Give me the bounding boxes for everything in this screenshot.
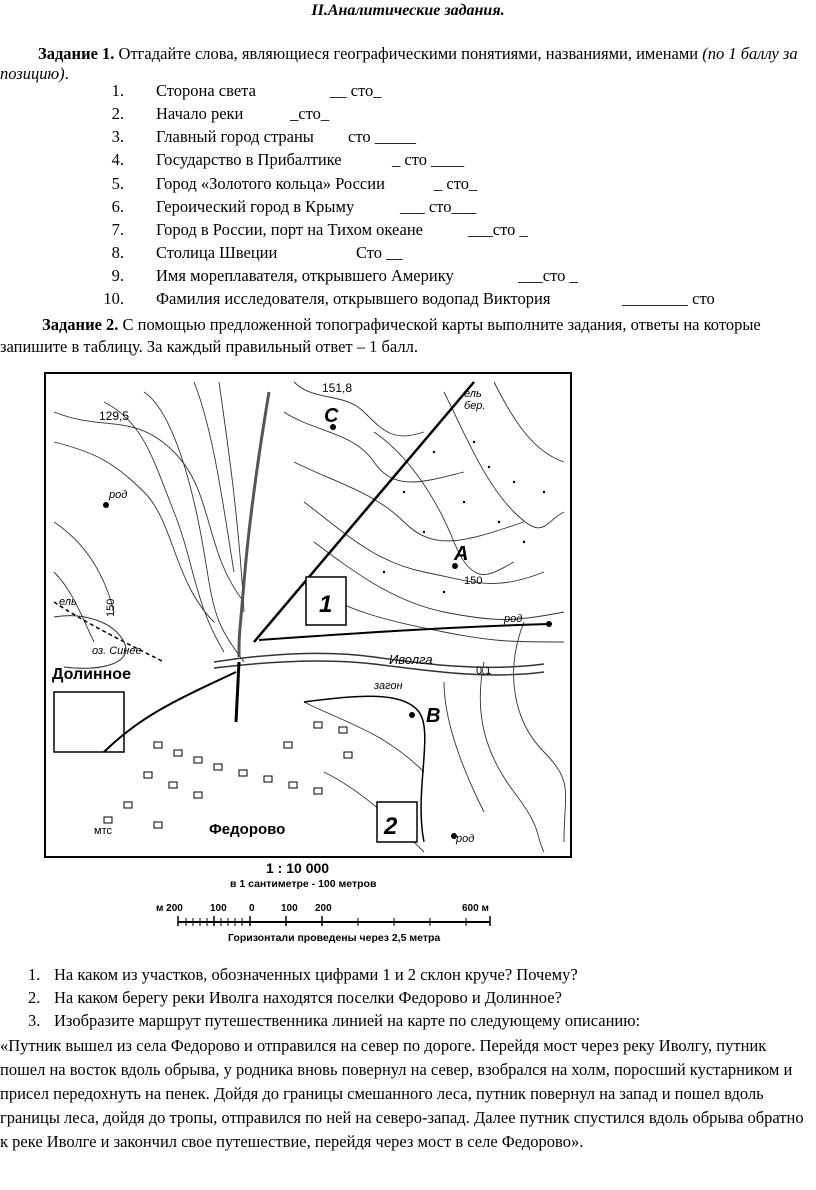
map-label: 0,1 [476,665,492,677]
scale-ratio: 1 : 10 000 [266,860,330,876]
task1-note: (по 1 баллу за позицию) [0,44,798,83]
list-item-pattern: ________ сто [622,289,715,308]
task1-intro [0,44,816,84]
map-label: В [426,705,441,727]
scale-tick: 100 [281,903,298,914]
scale-tick: 600 м [462,903,489,914]
map-label: ель [464,388,482,400]
map-label: 2 [384,813,398,840]
list-item-text: Город «Золотого кольца» России [156,174,385,193]
task1-label: Задание 1. [38,44,115,63]
scale-tick: м 200 [156,903,183,914]
list-item-text: Государство в Прибалтике [156,150,342,169]
question-text: Изобразите маршрут путешественника линией на карте по следующему описанию: [54,1011,641,1030]
scale-bar [176,914,492,928]
question-text: На каком из участков, обозначенных цифрами 1 и 2 склон круче? Почему? [54,965,578,984]
map-label: ель [59,596,77,608]
map-svg [44,372,572,858]
list-item-text: Начало реки [156,104,244,123]
map-label: род [109,489,128,501]
list-item-num: 10. [103,289,124,308]
map-label: бер. [464,400,486,412]
list-item-pattern: ___сто _ [468,220,528,239]
scale-contours: Горизонтали проведены через 2,5 метра [228,932,441,944]
list-item-pattern: _сто_ [290,104,330,123]
map-label: 151,8 [322,381,353,395]
route-description: «Путник вышел из села Федорово и отправился на север по дороге. Перейдя мост через реку Иволгу, путник пошел на восток вдоль обрыва, у родника вновь повернул на север, взобрался на холм, поросший кустарником и присел передохнуть на пенек. Дойдя до границы смешанного леса, путник повернул на запад и пошел вдоль границы леса, дойдя до тропы, отправился по ней на северо-запад. Далее путник спустился вдоль обрыва обратно к реке Иволге и закончил свое путешествие, перейдя через мост в селе Федорово». [0,1036,804,1151]
map-label: 150 [105,598,117,617]
task2-intro [0,314,816,358]
list-item-text: Героический город в Крыму [156,197,355,216]
map-label: Федорово [209,821,286,838]
map-label: мтс [94,825,112,837]
map-label: род [456,833,475,845]
list-item-num: 4. [111,150,124,169]
map-label: 150 [464,575,483,587]
map-label: род [504,613,523,625]
map-label: оз. Синее [92,645,142,657]
task1-text: Отгадайте слова, являющиеся географическими понятиями, названиями, именами [114,44,703,63]
question-num: 3. [28,1011,41,1030]
scale-tick: 100 [210,903,227,914]
topographic-map [44,372,572,858]
list-item-pattern: ___сто _ [518,266,578,285]
question-num: 1. [28,965,41,984]
section-title: II.Аналитические задания. [311,2,505,19]
list-item-num: 8. [111,243,124,262]
map-label: 129,5 [99,409,130,423]
list-item-num: 1. [111,81,124,100]
map-label: А [454,543,469,565]
scale-tick: 0 [249,903,255,914]
list-item-pattern: Сто __ [356,243,403,262]
task2-label: Задание 2. [42,315,119,334]
map-label: Долинное [52,666,131,683]
list-item-pattern: _ сто_ [434,174,478,193]
list-item-pattern: сто _____ [348,127,416,146]
map-label: С [324,405,339,427]
list-item-num: 9. [111,266,124,285]
question-text: На каком берегу реки Иволга находятся поселки Федорово и Долинное? [54,988,562,1007]
list-item-text: Сторона света [156,81,256,100]
list-item-num: 2. [111,104,124,123]
scale-note: в 1 сантиметре - 100 метров [230,878,377,890]
list-item-text: Фамилия исследователя, открывшего водопад Виктория [156,289,551,308]
map-label: загон [374,680,403,692]
map-label: 1 [319,591,333,618]
list-item-pattern: __ сто_ [330,81,382,100]
list-item-text: Столица Швеции [156,243,278,262]
list-item-num: 7. [111,220,124,239]
task2-text: С помощью предложенной топографической карты выполните задания, ответы на которые запишите в таблицу. За каждый правильный ответ – 1 балл. [0,315,761,356]
question-num: 2. [28,988,41,1007]
map-label: Иволга [389,652,433,667]
list-item-num: 5. [111,174,124,193]
list-item-text: Имя мореплавателя, открывшего Америку [156,266,454,285]
list-item-pattern: ___ сто___ [400,197,477,216]
scale-tick: 200 [315,903,332,914]
list-item-text: Главный город страны [156,127,314,146]
list-item-num: 3. [111,127,124,146]
task1-end: . [64,64,69,83]
list-item-text: Город в России, порт на Тихом океане [156,220,423,239]
list-item-pattern: _ сто ____ [392,150,465,169]
list-item-num: 6. [111,197,124,216]
